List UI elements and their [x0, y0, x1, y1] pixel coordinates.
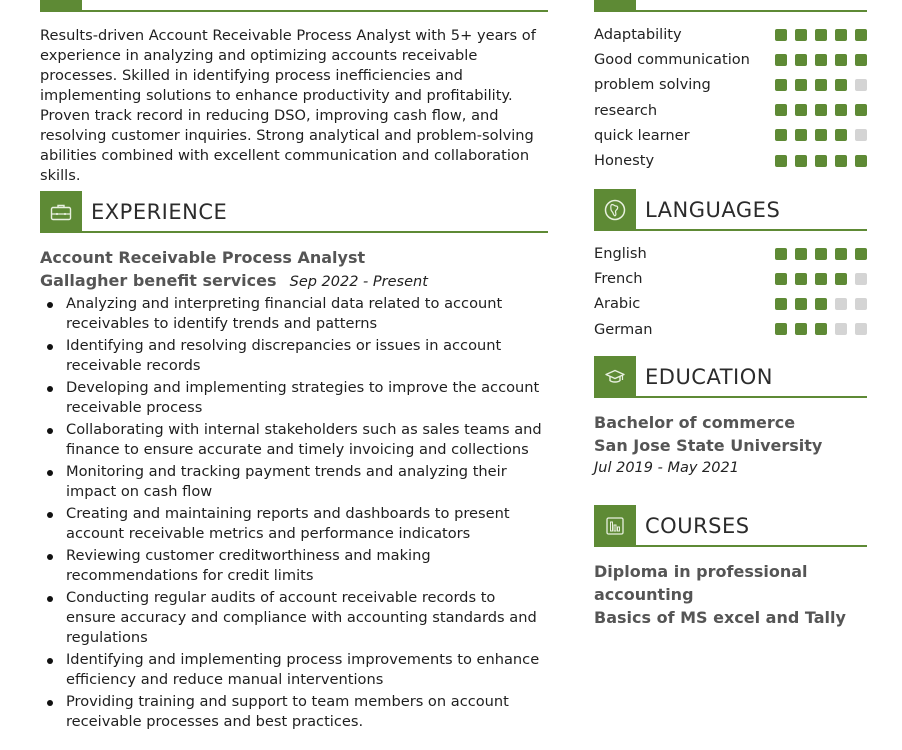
education-heading: EDUCATION	[645, 365, 773, 389]
language-rating	[775, 323, 867, 335]
education-entry	[594, 411, 867, 479]
job-bullet: Identifying and resolving discrepancies or issues in account receivable records	[66, 336, 548, 376]
skill-rating	[775, 29, 867, 41]
education-section	[594, 356, 867, 479]
job-meta	[40, 269, 548, 294]
skill-row	[594, 72, 867, 97]
courses-header	[594, 505, 867, 547]
education-icon-box	[594, 356, 636, 398]
languages-icon-box	[594, 189, 636, 231]
briefcase-icon	[50, 203, 72, 221]
graduation-cap-icon	[604, 369, 626, 385]
courses-list	[594, 560, 867, 629]
language-row	[594, 266, 867, 291]
job-bullet: Identifying and implementing process improvements to enhance efficiency and reduce manual interventions	[66, 650, 548, 690]
language-rating	[775, 248, 867, 260]
experience-section	[40, 191, 548, 734]
languages-list	[594, 241, 867, 342]
job-bullet: Developing and implementing strategies to improve the account receivable process	[66, 378, 548, 418]
language-label: French	[594, 270, 643, 288]
experience-heading: EXPERIENCE	[91, 200, 228, 224]
skill-row	[594, 47, 867, 72]
skill-rating	[775, 104, 867, 116]
globe-icon	[603, 198, 627, 222]
job-title: Account Receivable Process Analyst	[40, 248, 366, 267]
skill-rating	[775, 155, 867, 167]
job-dates: Sep 2022 - Present	[289, 274, 428, 290]
skill-label: problem solving	[594, 76, 711, 94]
skills-list	[594, 22, 867, 173]
job-bullet: Collaborating with internal stakeholders such as sales teams and finance to ensure accurate and timely invoicing and collections	[66, 420, 548, 460]
languages-section	[594, 189, 867, 342]
language-row	[594, 241, 867, 266]
courses-icon-box	[594, 505, 636, 547]
job-company: Gallagher benefit services	[40, 271, 277, 290]
skill-label: Adaptability	[594, 26, 682, 44]
courses-section	[594, 505, 867, 629]
job-bullets	[40, 294, 548, 732]
skill-row	[594, 22, 867, 47]
job-bullet: Analyzing and interpreting financial data related to account receivables to identify trends and patterns	[66, 294, 548, 334]
skill-label: quick learner	[594, 126, 690, 144]
skill-row	[594, 148, 867, 173]
language-label: Arabic	[594, 295, 641, 313]
education-header	[594, 356, 867, 398]
language-row	[594, 317, 867, 342]
education-dates: Jul 2019 - May 2021	[594, 460, 739, 476]
job-bullet: Providing training and support to team members on account receivable processes and best practices.	[66, 692, 548, 732]
job-bullet: Creating and maintaining reports and dashboards to present account receivable metrics and performance indicators	[66, 504, 548, 544]
summary-icon-box	[40, 0, 82, 12]
section-divider	[40, 231, 548, 233]
skill-rating	[775, 129, 867, 141]
experience-icon-box	[40, 191, 82, 233]
skills-header	[594, 0, 867, 12]
skill-label: research	[594, 101, 658, 119]
summary-section	[40, 0, 548, 186]
courses-heading: COURSES	[645, 514, 750, 538]
summary-header	[40, 0, 548, 12]
skill-rating	[775, 54, 867, 66]
skills-section	[594, 0, 867, 173]
experience-header	[40, 191, 548, 233]
languages-header	[594, 189, 867, 231]
education-school: San Jose State University	[594, 436, 823, 455]
language-row	[594, 291, 867, 316]
skills-icon-box	[594, 0, 636, 12]
skill-row	[594, 98, 867, 123]
course-item: Basics of MS excel and Tally	[594, 608, 846, 627]
language-rating	[775, 298, 867, 310]
job-entry	[40, 247, 548, 732]
skill-label: Good communication	[594, 51, 750, 69]
course-item: Diploma in professional accounting	[594, 562, 808, 604]
language-label: English	[594, 245, 647, 263]
languages-heading: LANGUAGES	[645, 198, 781, 222]
language-label: German	[594, 320, 653, 338]
job-bullet: Conducting regular audits of account receivable records to ensure accuracy and compliance with accounting standards and regulations	[66, 588, 548, 648]
skill-rating	[775, 79, 867, 91]
language-rating	[775, 273, 867, 285]
education-degree: Bachelor of commerce	[594, 413, 796, 432]
skill-row	[594, 123, 867, 148]
summary-text: Results-driven Account Receivable Process Analyst with 5+ years of experience in analyzing and optimizing accounts receivable processes. Skilled in identifying process inefficiencies and implementing solutions to enhance productivity and profitability. Proven track record in reducing DSO, improving cash flow, and resolving customer inquiries. Strong analytical and problem-solving abilities combined with excellent communication and collaboration skills.	[40, 27, 536, 184]
job-bullet: Monitoring and tracking payment trends and analyzing their impact on cash flow	[66, 462, 548, 502]
job-bullet: Reviewing customer creditworthiness and making recommendations for credit limits	[66, 546, 548, 586]
bar-chart-icon	[606, 517, 624, 535]
skill-label: Honesty	[594, 152, 655, 170]
section-divider	[40, 10, 548, 12]
